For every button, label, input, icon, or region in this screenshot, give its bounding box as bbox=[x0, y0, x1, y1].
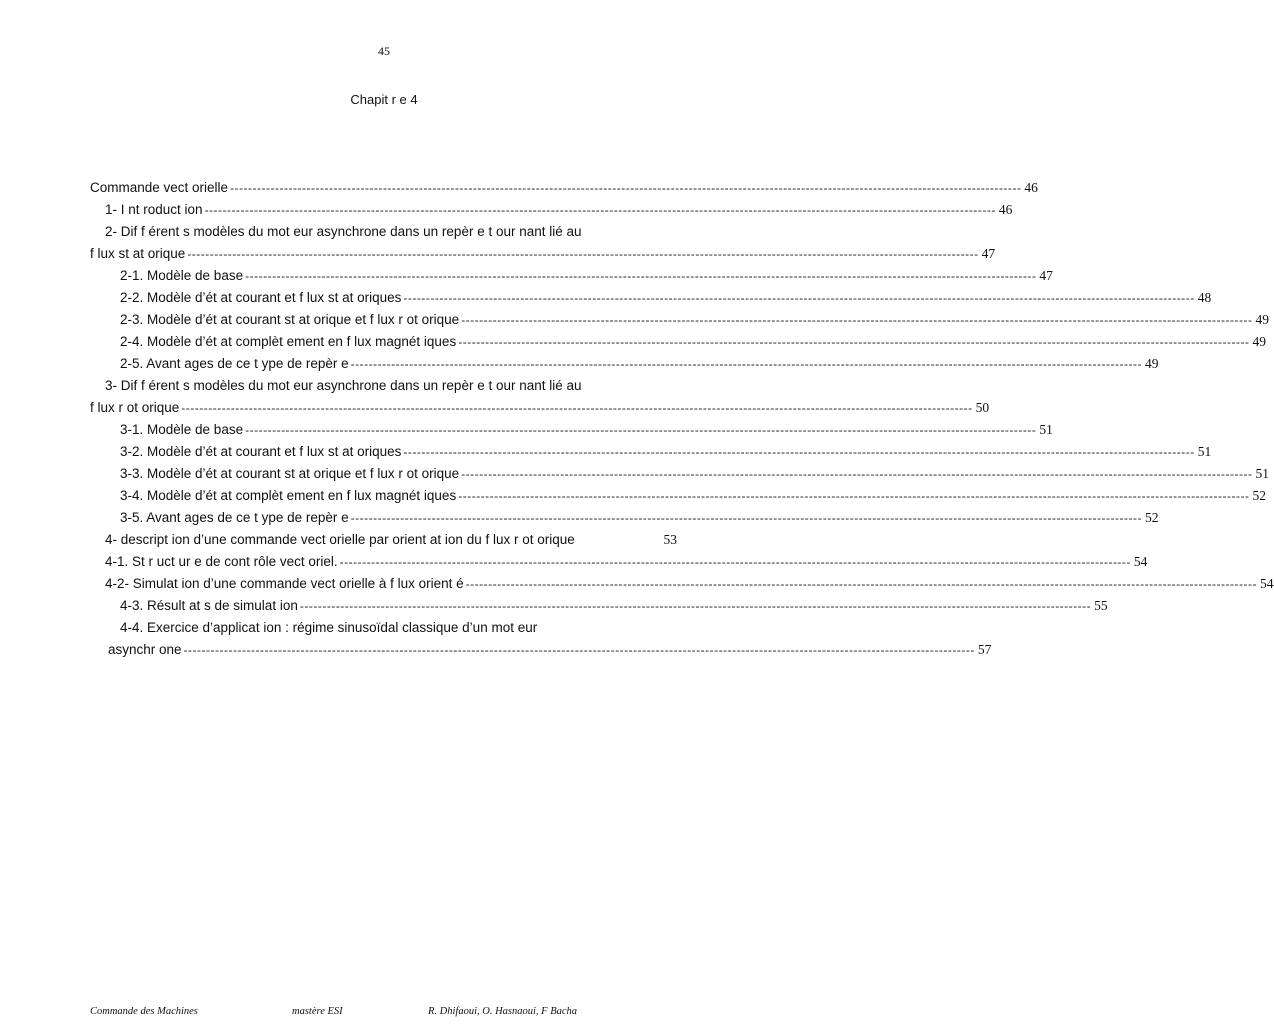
dot-leader: -------------------------------------------------------------------------------------------------------------------------------------------------------------------------------- bbox=[458, 335, 1250, 349]
toc-page: 57 bbox=[977, 642, 992, 657]
toc-label: 4-2- Simulat ion d’une commande vect orielle à f lux orient é bbox=[105, 576, 464, 591]
toc-entry[interactable] bbox=[90, 375, 990, 419]
toc-entry[interactable] bbox=[90, 199, 1013, 221]
toc-page: 53 bbox=[663, 532, 677, 547]
dot-leader: -------------------------------------------------------------------------------------------------------------------------------------------------------------------------------- bbox=[187, 247, 979, 261]
toc-label-line: 4-4. Exercice d’applicat ion : régime sinusoïdal classique d’un mot eur bbox=[120, 620, 538, 635]
toc-label: 2-3. Modèle d’ét at courant st at orique et f lux r ot orique bbox=[120, 312, 460, 327]
toc-page: 55 bbox=[1094, 598, 1108, 613]
table-of-contents bbox=[90, 177, 1274, 661]
toc-label: f lux r ot orique bbox=[90, 400, 180, 415]
toc-entry[interactable] bbox=[90, 177, 1038, 199]
toc-entry[interactable] bbox=[90, 529, 677, 551]
toc-page: 46 bbox=[1024, 180, 1038, 195]
dot-leader: -------------------------------------------------------------------------------------------------------------------------------------------------------------------------------- bbox=[465, 577, 1257, 591]
toc-page: 52 bbox=[1144, 510, 1159, 525]
toc-page: 49 bbox=[1144, 356, 1159, 371]
toc-page: 48 bbox=[1197, 290, 1212, 305]
dot-leader: -------------------------------------------------------------------------------------------------------------------------------------------------------------------------------- bbox=[204, 203, 996, 217]
toc-page: 50 bbox=[975, 400, 990, 415]
dot-leader: -------------------------------------------------------------------------------------------------------------------------------------------------------------------------------- bbox=[245, 423, 1037, 437]
toc-label: 3-4. Modèle d’ét at complèt ement en f lux magnét iques bbox=[120, 488, 457, 503]
toc-label-line: 2- Dif f érent s modèles du mot eur asynchrone dans un repèr e t our nant lié au bbox=[105, 224, 582, 239]
toc-page: 54 bbox=[1260, 576, 1274, 591]
toc-label: 2-5. Avant ages de ce t ype de repèr e bbox=[120, 356, 349, 371]
toc-entry[interactable] bbox=[90, 265, 1053, 287]
dot-leader: -------------------------------------------------------------------------------------------------------------------------------------------------------------------------------- bbox=[458, 489, 1250, 503]
dot-leader: -------------------------------------------------------------------------------------------------------------------------------------------------------------------------------- bbox=[181, 401, 973, 415]
toc-label: 2-2. Modèle d’ét at courant et f lux st at oriques bbox=[120, 290, 402, 305]
toc-entry[interactable] bbox=[90, 309, 1269, 331]
toc-entry[interactable] bbox=[90, 595, 1108, 617]
toc-entry[interactable] bbox=[90, 573, 1274, 595]
toc-label: 3-1. Modèle de base bbox=[120, 422, 244, 437]
dot-leader: -------------------------------------------------------------------------------------------------------------------------------------------------------------------------------- bbox=[183, 643, 975, 657]
toc-page: 52 bbox=[1252, 488, 1267, 503]
toc-label-line: 3- Dif f érent s modèles du mot eur asynchrone dans un repèr e t our nant lié au bbox=[105, 378, 582, 393]
dot-leader: -------------------------------------------------------------------------------------------------------------------------------------------------------------------------------- bbox=[350, 357, 1142, 371]
toc-label: 2-1. Modèle de base bbox=[120, 268, 244, 283]
toc-entry[interactable] bbox=[90, 331, 1267, 353]
dot-leader: -------------------------------------------------------------------------------------------------------------------------------------------------------------------------------- bbox=[350, 511, 1142, 525]
toc-page: 46 bbox=[998, 202, 1013, 217]
toc-entry[interactable] bbox=[90, 419, 1053, 441]
footer-program: mastère ESI bbox=[292, 1006, 343, 1017]
page-number: 45 bbox=[378, 44, 390, 58]
toc-entry[interactable] bbox=[90, 353, 1159, 375]
toc-page: 49 bbox=[1252, 334, 1267, 349]
dot-leader: -------------------------------------------------------------------------------------------------------------------------------------------------------------------------------- bbox=[245, 269, 1037, 283]
toc-label: 4-1. St r uct ur e de cont rôle vect oriel. bbox=[105, 554, 338, 569]
dot-leader: -------------------------------------------------------------------------------------------------------------------------------------------------------------------------------- bbox=[403, 445, 1195, 459]
toc-page: 54 bbox=[1133, 554, 1148, 569]
dot-leader: -------------------------------------------------------------------------------------------------------------------------------------------------------------------------------- bbox=[461, 313, 1253, 327]
toc-label: 4-3. Résult at s de simulat ion bbox=[120, 598, 298, 613]
toc-entry[interactable] bbox=[90, 551, 1148, 573]
dot-leader: -------------------------------------------------------------------------------------------------------------------------------------------------------------------------------- bbox=[403, 291, 1195, 305]
footer-course: Commande des Machines bbox=[90, 1006, 198, 1017]
toc-label: 1- I nt roduct ion bbox=[105, 202, 203, 217]
dot-leader: -------------------------------------------------------------------------------------------------------------------------------------------------------------------------------- bbox=[339, 555, 1131, 569]
toc-label: asynchr one bbox=[108, 642, 182, 657]
toc-label: 3-3. Modèle d’ét at courant st at orique et f lux r ot orique bbox=[120, 466, 460, 481]
toc-page: 51 bbox=[1197, 444, 1212, 459]
toc-label: 3-5. Avant ages de ce t ype de repèr e bbox=[120, 510, 349, 525]
dot-leader: -------------------------------------------------------------------------------------------------------------------------------------------------------------------------------- bbox=[299, 599, 1092, 613]
toc-entry[interactable] bbox=[90, 617, 992, 661]
toc-page: 49 bbox=[1255, 312, 1269, 327]
toc-page: 51 bbox=[1039, 422, 1053, 437]
toc-label: Commande vect orielle bbox=[90, 180, 229, 195]
toc-label: 4- descript ion d’une commande vect orielle par orient at ion du f lux r ot orique bbox=[105, 532, 575, 547]
toc-page: 47 bbox=[1039, 268, 1053, 283]
dot-leader: -------------------------------------------------------------------------------------------------------------------------------------------------------------------------------- bbox=[230, 181, 1022, 195]
toc-label: 3-2. Modèle d’ét at courant et f lux st at oriques bbox=[120, 444, 402, 459]
toc-entry[interactable] bbox=[90, 485, 1267, 507]
toc-label: 2-4. Modèle d’ét at complèt ement en f lux magnét iques bbox=[120, 334, 457, 349]
toc-page: 47 bbox=[981, 246, 996, 261]
toc-label: f lux st at orique bbox=[90, 246, 186, 261]
chapter-title: Chapit r e 4 bbox=[350, 92, 418, 107]
toc-entry[interactable] bbox=[90, 221, 996, 265]
toc-entry[interactable] bbox=[90, 287, 1212, 309]
toc-page: 51 bbox=[1255, 466, 1269, 481]
footer-authors: R. Dhifaoui, O. Hasnaoui, F Bacha bbox=[428, 1006, 578, 1017]
toc-entry[interactable] bbox=[90, 463, 1269, 485]
toc-entry[interactable] bbox=[90, 507, 1159, 529]
toc-entry[interactable] bbox=[90, 441, 1212, 463]
dot-leader: -------------------------------------------------------------------------------------------------------------------------------------------------------------------------------- bbox=[461, 467, 1253, 481]
